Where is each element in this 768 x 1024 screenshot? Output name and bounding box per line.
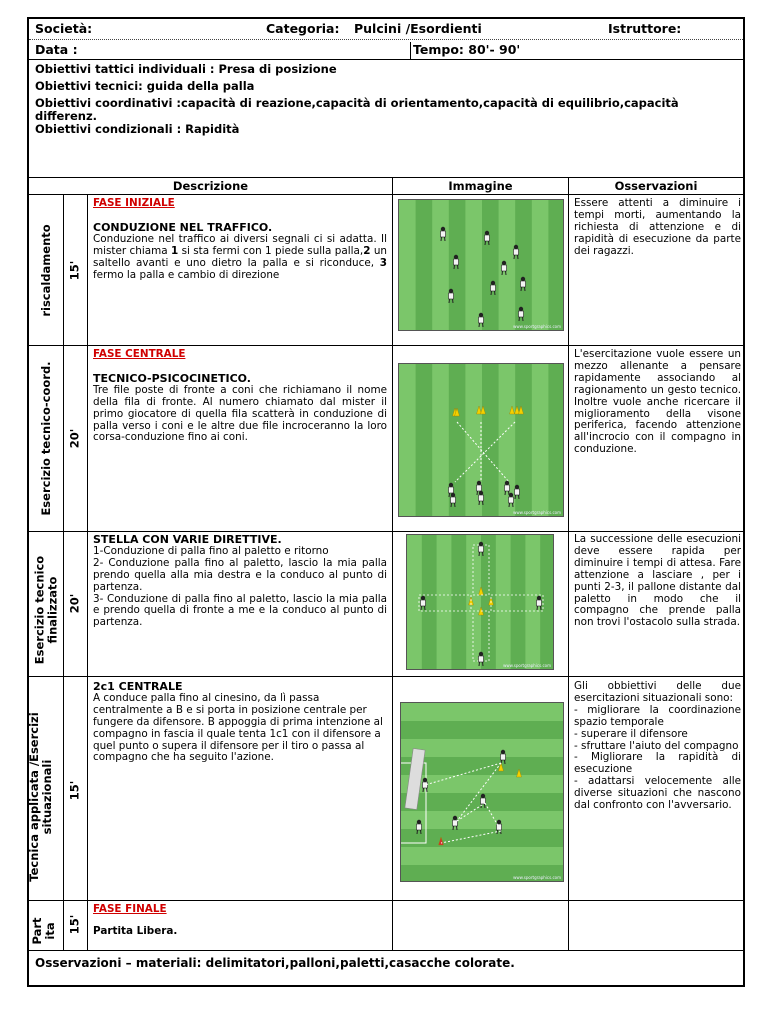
row-separator-3 xyxy=(29,676,743,677)
fase-label-iniziale: FASE INIZIALE xyxy=(93,197,175,209)
player-body xyxy=(537,600,542,606)
objective-tattici: Obiettivi tattici individuali : Presa di posizione xyxy=(35,62,337,76)
grass-stripe xyxy=(496,535,511,670)
player-body xyxy=(477,485,482,491)
drill-image-traffic xyxy=(398,199,564,331)
player-leg xyxy=(477,491,478,495)
time-label-row-5: 15' xyxy=(67,914,82,935)
grass-stripe xyxy=(401,739,564,758)
phase-label-riscaldamento: riscaldamento xyxy=(39,224,53,317)
player-head xyxy=(502,261,506,265)
grass-stripe xyxy=(540,535,554,670)
grass-stripe xyxy=(499,200,516,331)
table-top-line xyxy=(29,177,743,178)
player-leg xyxy=(479,323,480,327)
column-header-osservazioni: Osservazioni xyxy=(614,179,698,193)
player-leg xyxy=(541,606,542,610)
player-head xyxy=(481,794,485,798)
fase-label-centrale: FASE CENTRALE xyxy=(93,348,186,360)
player-leg xyxy=(457,826,458,830)
column-header-bottom-line xyxy=(29,194,743,195)
player-head xyxy=(453,816,457,820)
player-body xyxy=(509,497,514,503)
drill-image-2c1 xyxy=(400,702,564,882)
watermark-text: www.sportgraphics.com xyxy=(513,324,561,329)
player-leg xyxy=(521,287,522,291)
player-head xyxy=(441,227,445,231)
objective-tecnici: Obiettivi tecnici: guida della palla xyxy=(35,79,255,93)
player-leg xyxy=(491,291,492,295)
grid-line-image-observations xyxy=(568,177,569,950)
player-leg xyxy=(509,503,510,507)
categoria-label: Categoria: xyxy=(266,21,340,36)
player-leg xyxy=(489,241,490,245)
objective-coordinativi: Obiettivi coordinativi :capacità di reazione,capacità di orientamento,capacità di equilibrio,capacità differenz. xyxy=(35,96,679,123)
player-leg xyxy=(515,495,516,499)
player-head xyxy=(485,231,489,235)
player-head xyxy=(454,255,458,259)
societa-label: Società: xyxy=(35,21,93,36)
player-head xyxy=(421,596,425,600)
header-divider-1 xyxy=(29,39,743,40)
column-header-descrizione: Descrizione xyxy=(172,179,249,193)
grass-stripe xyxy=(451,535,466,670)
player-leg xyxy=(455,503,456,507)
player-body xyxy=(421,600,426,606)
player-head xyxy=(491,281,495,285)
player-body xyxy=(454,259,459,265)
player-head xyxy=(451,493,455,497)
categoria-value: Pulcini /Esordienti xyxy=(354,21,482,36)
tempo-label: Tempo: 80'- 90' xyxy=(413,42,521,57)
observations-row-1: Essere attenti a diminuire i tempi morti, aumentando la richiesta di attenzione e di rapidità di esecuzione da parte dei ragazzi. xyxy=(574,197,741,257)
grass-stripe xyxy=(401,847,564,866)
player-head xyxy=(514,245,518,249)
observations-row-4: Gli obbiettivi delle due esercitazioni situazionali sono: - migliorare la coordinazione spazio temporale - superare il difensore - sfruttare l'aiuto del compagno - Migliorare la rapidità di esecuzione - adattarsi velocemente alle diverse situazioni che nascono dal confronto con l'avversario. xyxy=(574,680,741,812)
exercise-title-row-2: TECNICO-PSICOCINETICO. xyxy=(93,371,251,385)
player-leg xyxy=(519,317,520,321)
header-split xyxy=(410,42,411,59)
exercise-text-row-1: Conduzione nel traffico ai diversi segnali ci si adatta. Il mister chiama 1 si sta fermi con 1 piede sulla palla,2 un saltello avanti e uno dietro la palla e si riconduce, 3 fermo la palla e cambio di direzione xyxy=(93,232,388,281)
player-leg xyxy=(485,804,486,808)
grass-stripe xyxy=(401,811,564,830)
player-head xyxy=(505,481,509,485)
grid-line-description-image xyxy=(392,177,393,950)
player-leg xyxy=(458,265,459,269)
player-body xyxy=(515,489,520,495)
player-leg xyxy=(519,495,520,499)
player-body xyxy=(479,656,484,662)
player-body xyxy=(479,546,484,552)
player-head xyxy=(449,289,453,293)
description-row-1 xyxy=(93,198,387,281)
time-label-row-2: 20' xyxy=(67,428,82,449)
player-leg xyxy=(445,237,446,241)
player-leg xyxy=(479,662,480,666)
player-head xyxy=(501,750,505,754)
exercise-text-row-4: A conduce palla fino al cinesino, da lì passa centralmente a B e si porta in posizione centrale per fungere da difensore. B appoggia di prima intenzione al compagno in fascia il quale tenta 1c1 con il difensore a quel punto o supera il difensore per il tiro o passa al compagno che ha seguito l'azione. xyxy=(93,691,383,764)
objectives-block xyxy=(35,63,735,136)
grass-stripe xyxy=(407,535,422,670)
player-head xyxy=(519,307,523,311)
player-leg xyxy=(518,255,519,259)
header-divider-2 xyxy=(29,59,743,60)
player-head xyxy=(479,313,483,317)
player-leg xyxy=(453,299,454,303)
grass-stripe xyxy=(437,535,452,670)
watermark-text: www.sportgraphics.com xyxy=(503,663,551,668)
footer-materials: Osservazioni – materiali: delimitatori,palloni,paletti,casacche colorate. xyxy=(35,956,515,970)
player-body xyxy=(485,235,490,241)
player-head xyxy=(417,820,421,824)
time-label-row-1: 15' xyxy=(67,260,82,281)
player-body xyxy=(441,231,446,237)
player-head xyxy=(479,652,483,656)
exercise-title-row-3: STELLA CON VARIE DIRETTIVE. xyxy=(93,533,282,546)
player-body xyxy=(453,820,458,826)
player-leg xyxy=(523,317,524,321)
player-head xyxy=(479,542,483,546)
grass-stripe xyxy=(416,364,433,517)
time-label-row-3: 20' xyxy=(67,593,82,614)
player-leg xyxy=(421,606,422,610)
grass-stripe xyxy=(432,364,449,517)
grass-stripe xyxy=(401,703,564,722)
column-header-immagine: Immagine xyxy=(448,179,513,193)
description-row-5 xyxy=(93,904,387,938)
player-leg xyxy=(417,830,418,834)
phase-label-tecnico-finalizzato: Esercizio tecnico finalizzato xyxy=(32,555,60,665)
player-leg xyxy=(483,501,484,505)
player-leg xyxy=(453,826,454,830)
player-body xyxy=(521,281,526,287)
istruttore-label: Istruttore: xyxy=(608,21,682,36)
drill-image-stella xyxy=(406,534,554,670)
description-row-4 xyxy=(93,681,387,764)
phase-label-tecnico-coord: Esercizio tecnico-coord. xyxy=(39,361,53,516)
player-body xyxy=(501,754,506,760)
grass-stripe xyxy=(548,200,564,331)
exercise-text-row-2: Tre file poste di fronte a coni che richiamano il nome della fila di fronte. Al numero chiamato dal mister il primo giocatore di quella fila scatterà in conduzione di palla verso i coni e le altre due file incroceranno la loro corsa-conduzione fino ai coni. xyxy=(93,383,387,444)
grass-stripe xyxy=(532,364,549,517)
drill-image-psicocinetico xyxy=(398,363,564,517)
watermark-text: www.sportgraphics.com xyxy=(513,510,561,515)
grid-line-phase-time xyxy=(63,194,64,950)
player-body xyxy=(451,497,456,503)
player-leg xyxy=(502,271,503,275)
objective-condizionali: Obiettivi condizionali : Rapidità xyxy=(35,122,240,136)
player-head xyxy=(423,778,427,782)
phase-label-tecnica-applicata: Tecnica applicata /Esercizi situazionali xyxy=(27,712,54,882)
grass-stripe xyxy=(548,364,564,517)
player-leg xyxy=(449,299,450,303)
grass-stripe xyxy=(416,200,433,331)
player-body xyxy=(449,293,454,299)
exercise-text-row-3: 1-Conduzione di palla fino al paletto e ritorno 2- Conduzione palla fino al paletto, lascio la mia palla prendo quella alla mia destra e la conduco al punto di partenza. 3- Conduzione di palla fino al paletto, lascio la mia palla e prendo quella di fronte a me e la conduco al punto di partenza. xyxy=(93,544,387,629)
grass-stripe xyxy=(465,200,482,331)
description-row-2 xyxy=(93,349,387,444)
observations-row-2: L'esercitazione vuole essere un mezzo allenante a pensare rapidamente associando al ragionamento un gesto tecnico. Inoltre vuole anche ricercare il miglioramento della visone periferica, facendo attenzione all'incrocio con il compagno in conduzione. xyxy=(574,348,741,456)
grass-stripe xyxy=(399,200,416,331)
player-leg xyxy=(495,291,496,295)
player-head xyxy=(515,485,519,489)
player-head xyxy=(497,820,501,824)
player-body xyxy=(491,285,496,291)
player-leg xyxy=(525,287,526,291)
player-leg xyxy=(479,501,480,505)
player-leg xyxy=(483,552,484,556)
player-head xyxy=(449,483,453,487)
player-leg xyxy=(421,830,422,834)
phase-label-partita: Part ita xyxy=(30,917,57,945)
player-leg xyxy=(506,271,507,275)
player-leg xyxy=(427,788,428,792)
description-row-3 xyxy=(93,534,387,629)
player-leg xyxy=(537,606,538,610)
player-leg xyxy=(479,552,480,556)
player-leg xyxy=(483,323,484,327)
header-row-2 xyxy=(29,42,743,58)
player-head xyxy=(509,493,513,497)
observations-row-3: La successione delle esecuzioni deve essere rapida per diminuire i tempi di attesa. Fare attenzione a lasciare , per i punti 2-3, il pallone distante dal paletto in modo che il compagno che prende palla non trovi l'ostacolo sulla strada. xyxy=(574,533,741,629)
player-leg xyxy=(483,662,484,666)
grass-stripe xyxy=(482,364,499,517)
exercise-text-row-5: Partita Libera. xyxy=(93,924,178,937)
grass-stripe xyxy=(511,535,526,670)
player-body xyxy=(519,311,524,317)
grid-line-time-description xyxy=(87,194,88,950)
row-separator-5 xyxy=(29,950,743,951)
player-leg xyxy=(485,241,486,245)
row-separator-4 xyxy=(29,900,743,901)
player-leg xyxy=(449,493,450,497)
row-separator-2 xyxy=(29,531,743,532)
watermark-text: www.sportgraphics.com xyxy=(513,875,561,880)
player-body xyxy=(505,485,510,491)
player-body xyxy=(514,249,519,255)
player-leg xyxy=(513,503,514,507)
player-leg xyxy=(451,503,452,507)
header-row-1 xyxy=(29,21,743,38)
grass-stripe xyxy=(399,364,416,517)
exercise-title-row-1: CONDUZIONE NEL TRAFFICO. xyxy=(93,220,273,234)
player-head xyxy=(477,481,481,485)
grass-stripe xyxy=(432,200,449,331)
player-head xyxy=(521,277,525,281)
player-leg xyxy=(441,237,442,241)
player-leg xyxy=(505,760,506,764)
player-head xyxy=(479,491,483,495)
row-separator-1 xyxy=(29,345,743,346)
session-plan-document xyxy=(27,17,745,987)
player-leg xyxy=(423,788,424,792)
player-body xyxy=(417,824,422,830)
player-body xyxy=(449,487,454,493)
player-leg xyxy=(454,265,455,269)
player-leg xyxy=(514,255,515,259)
player-leg xyxy=(425,606,426,610)
time-label-row-4: 15' xyxy=(67,780,82,801)
grass-stripe xyxy=(482,200,499,331)
grass-stripe xyxy=(401,721,564,740)
exercise-title-row-4: 2c1 CENTRALE xyxy=(93,680,183,693)
player-head xyxy=(537,596,541,600)
player-body xyxy=(479,317,484,323)
player-body xyxy=(502,265,507,271)
grass-stripe xyxy=(532,200,549,331)
data-label: Data : xyxy=(35,42,78,57)
grass-stripe xyxy=(401,757,564,776)
grass-stripe xyxy=(401,829,564,848)
grass-stripe xyxy=(499,364,516,517)
player-body xyxy=(479,495,484,501)
fase-label-finale: FASE FINALE xyxy=(93,903,167,915)
player-leg xyxy=(505,491,506,495)
